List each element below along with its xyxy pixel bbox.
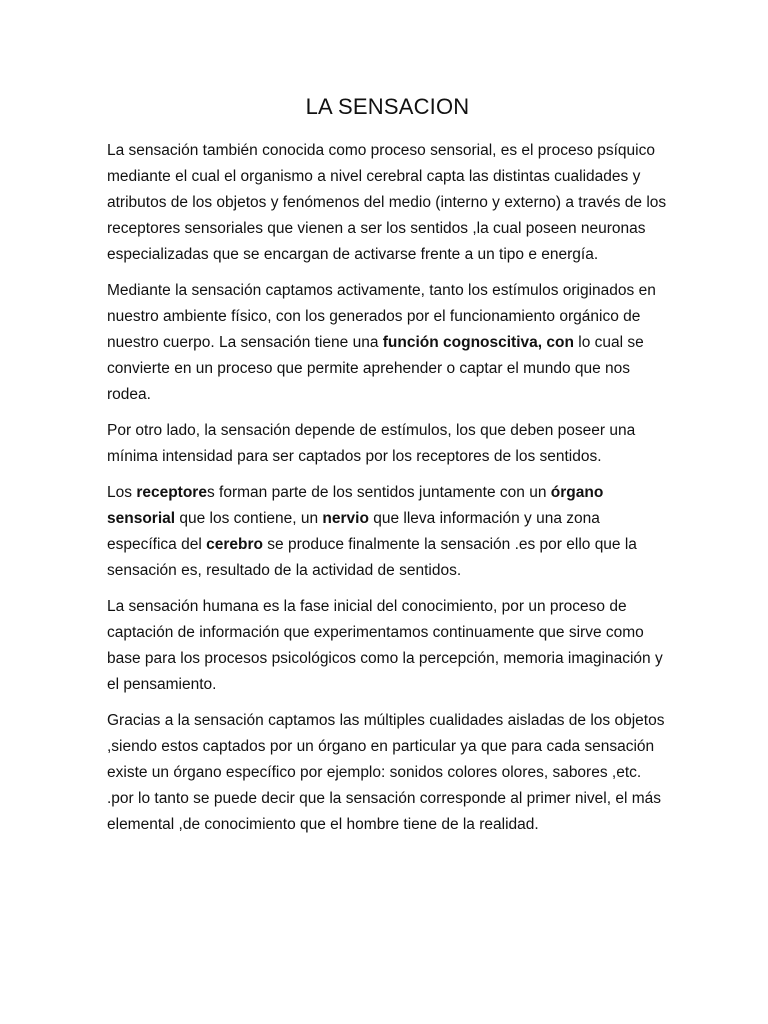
text-run: lo cual se convierte en un proceso que permite aprehender o captar el mundo que nos rodea. <box>107 334 644 403</box>
text-run: s forman parte de los sentidos juntamente con un <box>206 484 551 501</box>
text-run: Gracias a la sensación captamos las múltiples cualidades aisladas de los objetos ,siendo estos captados por un órgano en particular ya que para cada sensación existe un órgano específico por ejemplo: sonidos colores olores, sabores ,etc. .por lo tanto se puede decir que la sensación corresponde al primer nivel, el más elemental ,de conocimiento que el hombre tiene de la realidad. <box>107 712 665 833</box>
text-run: Por otro lado, la sensación depende de estímulos, los que deben poseer una mínima intensidad para ser captados por los receptores de los sentidos. <box>107 422 636 465</box>
body-paragraph <box>107 708 668 838</box>
page-title: LA SENSACION <box>305 94 470 119</box>
text-run: Los <box>107 484 137 501</box>
body-paragraph <box>107 418 668 470</box>
text-run: La sensación humana es la fase inicial del conocimiento, por un proceso de captación de información que experimentamos continuamente que sirve como base para los procesos psicológicos como la percepción, memoria imaginación y el pensamiento. <box>107 598 663 693</box>
bold-term: órgano sensorial <box>107 484 604 527</box>
body-paragraph <box>107 278 668 408</box>
body-paragraph <box>107 594 668 698</box>
text-run: se produce finalmente la sensación .es por ello que la sensación es, resultado de la actividad de sentidos. <box>107 536 637 579</box>
bold-term: cerebro <box>206 536 263 553</box>
text-run: que los contiene, un <box>175 510 323 527</box>
document-body <box>107 138 668 838</box>
body-paragraph <box>107 138 668 268</box>
bold-term: nervio <box>322 510 369 527</box>
bold-term: función cognoscitiva, con <box>382 334 574 351</box>
body-paragraph <box>107 480 668 584</box>
text-run: que lleva información y una zona específica del <box>107 510 600 553</box>
text-run: Mediante la sensación captamos activamente, tanto los estímulos originados en nuestro ambiente físico, con los generados por el funcionamiento orgánico de nuestro cuerpo. La sensación tiene una <box>107 282 656 351</box>
text-run: La sensación también conocida como proceso sensorial, es el proceso psíquico mediante el cual el organismo a nivel cerebral capta las distintas cualidades y atributos de los objetos y fenómenos del medio (interno y externo) a través de los receptores sensoriales que vienen a ser los sentidos ,la cual poseen neuronas especializadas que se encargan de activarse frente a un tipo e energía. <box>107 142 667 263</box>
bold-term: receptore <box>136 484 207 501</box>
